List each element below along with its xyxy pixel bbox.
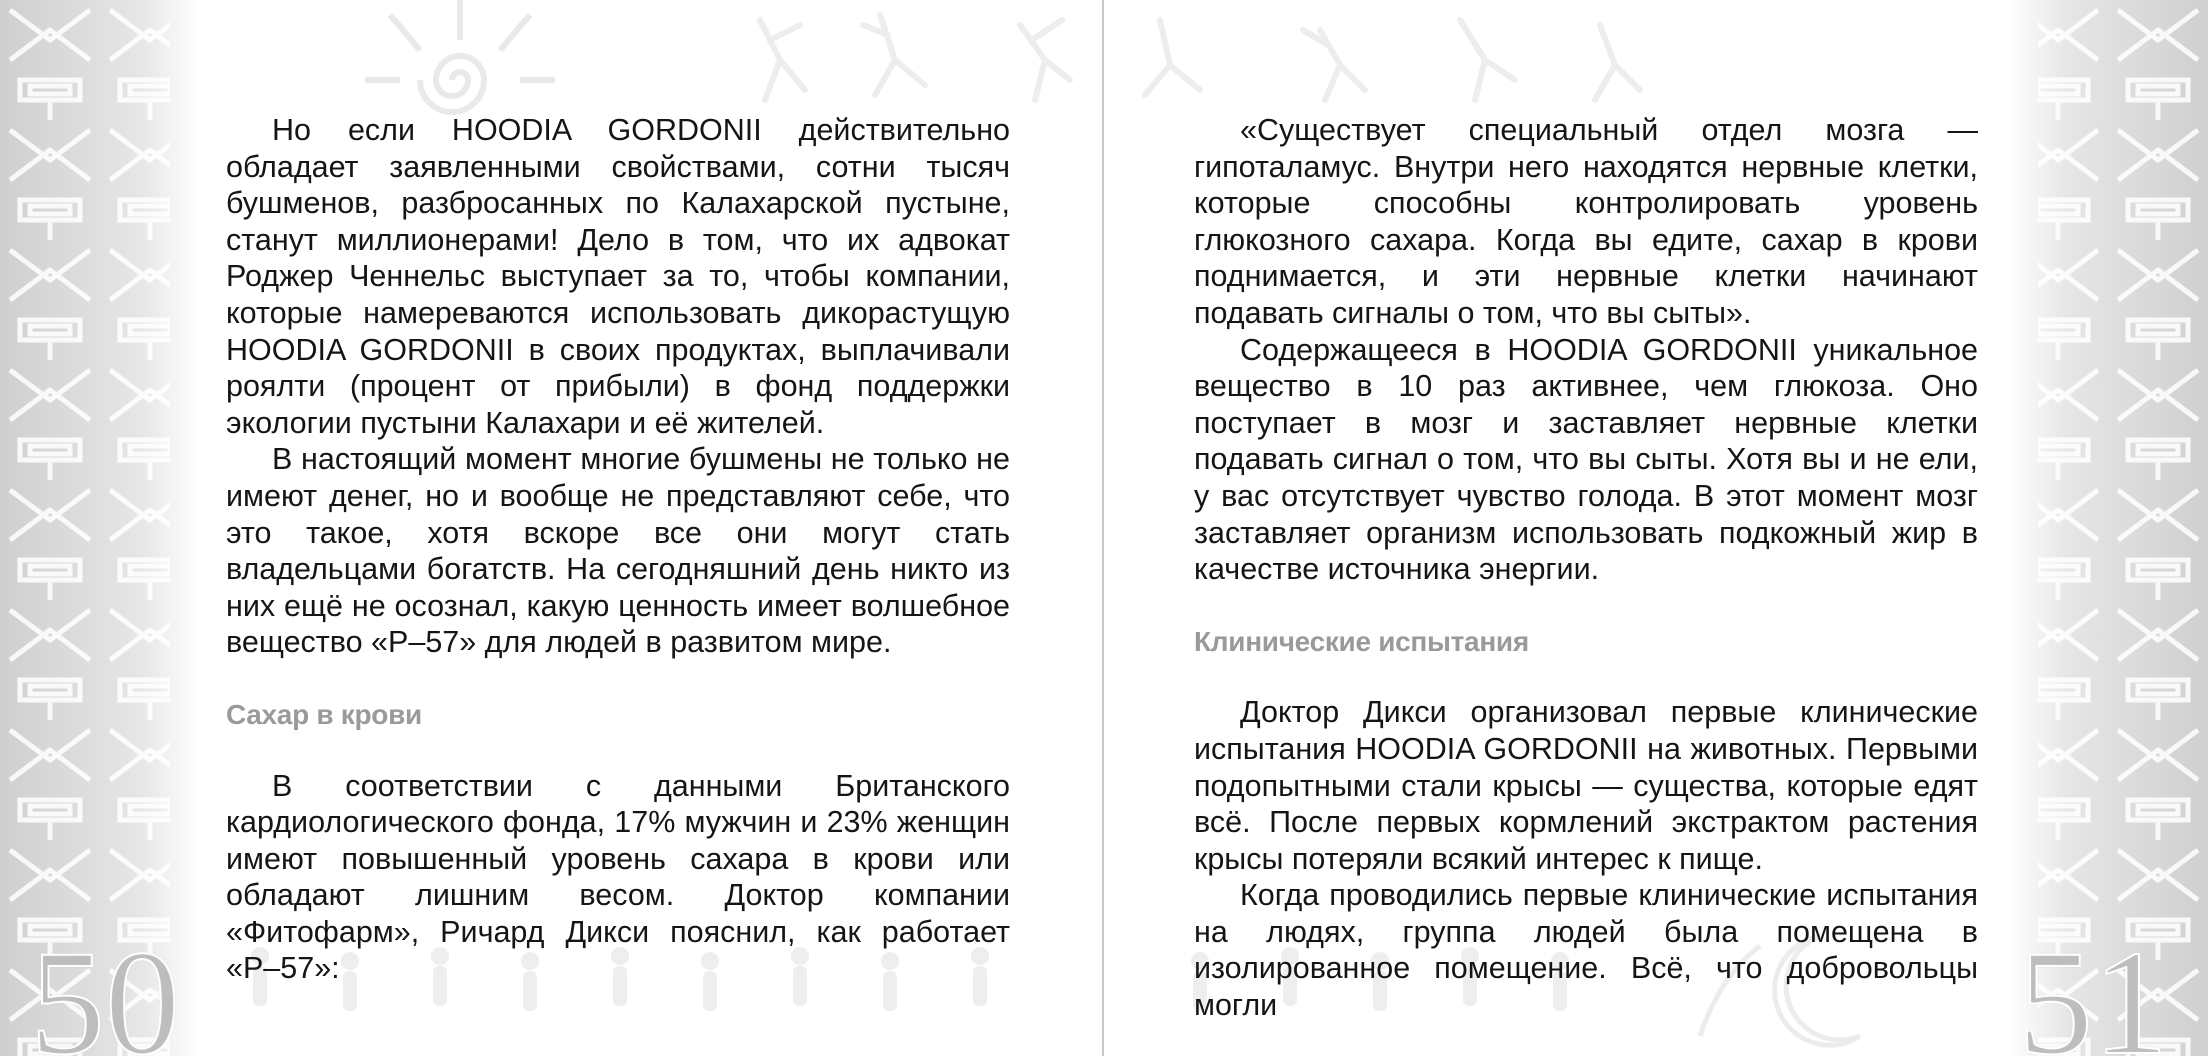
right-ornament-border [2008,0,2208,1056]
left-page-number: 50 [30,920,180,1056]
left-ornament-border [0,0,200,1056]
right-paragraph-3: Доктор Дикси организовал первые клинические испытания HOODIA GORDONII на животных. Первыми подопытными стали крысы — существа, которые едят всё. После первых кормлений экстрактом растения крысы потеряли всякий интерес к пище. [1194,695,1978,876]
left-paragraph-1: Но если HOODIA GORDONII действительно обладает заявленными свойствами, сотни тысяч бушменов, разбросанных по Калахарской пустыне, станут миллионерами! Дело в том, что их адвокат Роджер Ченнельс выступает за то, чтобы компании, которые намереваются использовать дикорастущую HOODIA GORDONII в своих продуктах, выплачивали роялти (процент от прибыли) в фонд поддержки экологии пустыни Калахари и её жителей. [226,113,1010,440]
page-gutter [1102,0,1104,1056]
right-section-heading: Клинические испытания [1194,625,1529,657]
right-page-number: 51 [2018,920,2168,1056]
right-page-text [1194,112,1978,1024]
left-page-text [226,112,1010,987]
left-section-heading: Сахар в крови [226,698,422,730]
right-paragraph-2: Содержащееся в HOODIA GORDONII уникальное вещество в 10 раз активнее, чем глюкоза. Оно поступает в мозг и заставляет нервные клетки подавать сигнал о том, что вы сыты. Хотя вы и не ели, у вас отсутствует чувство голода. В этот момент мозг заставляет организм использовать подкожный жир в качестве источника энергии. [1194,332,1978,587]
left-paragraph-2: В настоящий момент многие бушмены не только не имеют денег, но и вообще не представляют себе, что это такое, хотя вскоре все они могут стать владельцами богатств. На сегодняшний день никто из них ещё не осознал, какую ценность имеет волшебное вещество «Р–57» для людей в развитом мире. [226,442,1010,660]
right-paragraph-1: «Существует специальный отдел мозга — гипоталамус. Внутри него находятся нервные клетки, которые способны контролировать уровень глюкозного сахара. Когда вы едите, сахар в крови поднимается, и эти нервные клетки начинают подавать сигналы о том, что вы сыты». [1194,113,1978,330]
left-paragraph-3: В соответствии с данными Британского кардиологического фонда, 17% мужчин и 23% женщин имеют повышенный уровень сахара в крови или обладают лишним весом. Доктор компании «Фитофарм», Ричард Дикси пояснил, как работает «Р–57»: [226,768,1010,986]
right-paragraph-4: Когда проводились первые клинические испытания на людях, группа людей была помещена в изолированное помещение. Всё, что добровольцы могли [1194,878,1978,1023]
